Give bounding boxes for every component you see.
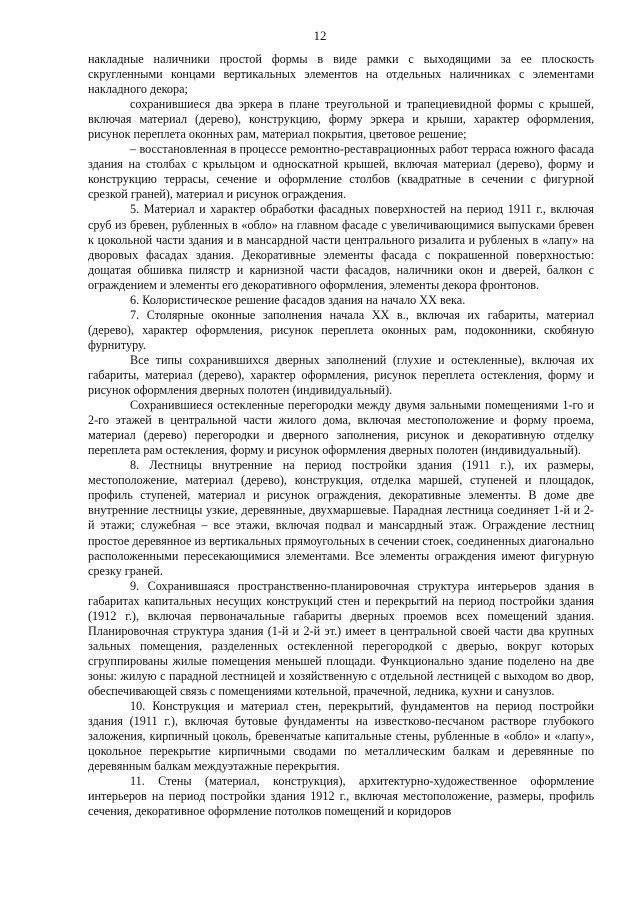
paragraph-glazed-partitions: Сохранившиеся остекленные перегородки между двумя зальными помещениями 1-го и 2-го этажей в центральной части жилого дома, включая местоположение и форму проема, материал (дерево) перегородки и дверного заполнения, рисунок и декоративную отделку переплета рам остекления, форму и рисунок оформления дверных полотен (индивидуальный). [88,398,594,458]
paragraph-facade-colors: 6. Колористическое решение фасадов здания на начало XX века. [130,292,466,307]
paragraph-terrace: – восстановленная в процессе ремонтно-реставрационных работ терраса южного фасада здания на столбах с крыльцом и односкатной крышей, включая материал (дерево), форму и конструкцию террасы, сечение и оформление столбов (квадратные в сечении с фигурной срезкой граней), материал и рисунок ограждения. [88,142,594,202]
paragraph-window-trims: накладные наличники простой формы в виде рамки с выходящими за ее плоскость скругленными концами вертикальных элементов на отдельных наличниках с элементами накладного декора; [88,52,594,97]
paragraph-planning-structure: 9. Сохранившаяся пространственно-планировочная структура интерьеров здания в габаритах капитальных несущих конструкций стен и перекрытий на период постройки здания (1912 г.), включая первоначальные габариты дверных проемов всех помещений здания. Планировочная структура здания (1-й и 2-й эт.) имеет в центральной своей части два крупных зальных помещения, разделенных остекленной перегородкой с дверью, вокруг которых сгруппированы жилые помещения меньшей площади. Функционально здание поделено на две зоны: жилую с парадной лестницей и хозяйственную с отдельной лестницей с выходом во двор, обеспечивающей связь с помещениями котельной, прачечной, ледника, кухни и санузлов. [88,578,594,698]
paragraph-door-fillings: Все типы сохранившихся дверных заполнений (глухие и остекленные), включая их габариты, материал (дерево), характер оформления, рисунок переплета остекления, форму и рисунок оформления дверных полотен (индивидуальный). [88,352,594,398]
paragraph-stairs: 8. Лестницы внутренние на период постройки здания (1911 г.), их размеры, местоположение, материал (дерево), конструкция, отделка маршей, ступеней и площадок, профиль ступеней, материал и рисунок ограждения, декоративные элементы. В доме две внутренние лестницы узкие, деревянные, двухмаршевые. Парадная лестница соединяет 1-й и 2-й этажи; служебная – все этажи, включая подвал и мансардный этаж. Ограждение лестниц простое деревянное из вертикальных прямоугольных в сечении стоек, соединенных диагонально расположенными пересекающимися элементами. Все элементы ограждения имеют фигурную срезку граней. [88,458,594,578]
paragraph-interior-walls: 11. Стены (материал, конструкция), архитектурно-художественное оформление интерьеров на период постройки здания 1912 г., включая местоположение, размеры, профиль сечения, декоративное оформление потолков помещений и коридоров [88,774,594,819]
page-number: 12 [313,28,327,43]
paragraph-structural-materials: 10. Конструкция и материал стен, перекрытий, фундаментов на период постройки здания (1911 г.), включая бутовые фундаменты на известково-песчаном растворе глубокого заложения, кирпичный цоколь, бревенчатые капитальные стены, рубленные в «обло» и «лапу», цокольное перекрытие кирпичными сводами по металлическим балкам и деревянные по деревянным балкам междуэтажные перекрытия. [88,699,594,774]
paragraph-window-fillings: 7. Столярные оконные заполнения начала XX в., включая их габариты, материал (дерево), характер оформления, рисунок переплета оконных рам, подоконники, скобяную фурнитуру. [88,307,594,352]
paragraph-bay-windows: сохранившиеся два эркера в плане треугольной и трапециевидной формы с крышей, включая материал (дерево), конструкцию, форму эркера и крыши, характер оформления, рисунок переплета оконных рам, материал покрытия, цветовое решение; [88,97,594,142]
document-body [88,52,594,819]
paragraph-facade-surfaces: 5. Материал и характер обработки фасадных поверхностей на период 1911 г., включая сруб из бревен, рубленных в «обло» на главном фасаде с увеличивающимися выпусками бревен к цокольной части здания и в мансардной части центрального ризалита и рубленых в «лапу» на дворовых фасадах здания. Декоративные элементы фасада с покрашенной поверхностью: дощатая обшивка пилястр и карнизной части фасадов, наличники окон и дверей, балкон с ограждением и элементы его декоративного оформления, элементы декора фронтонов. [88,202,594,292]
